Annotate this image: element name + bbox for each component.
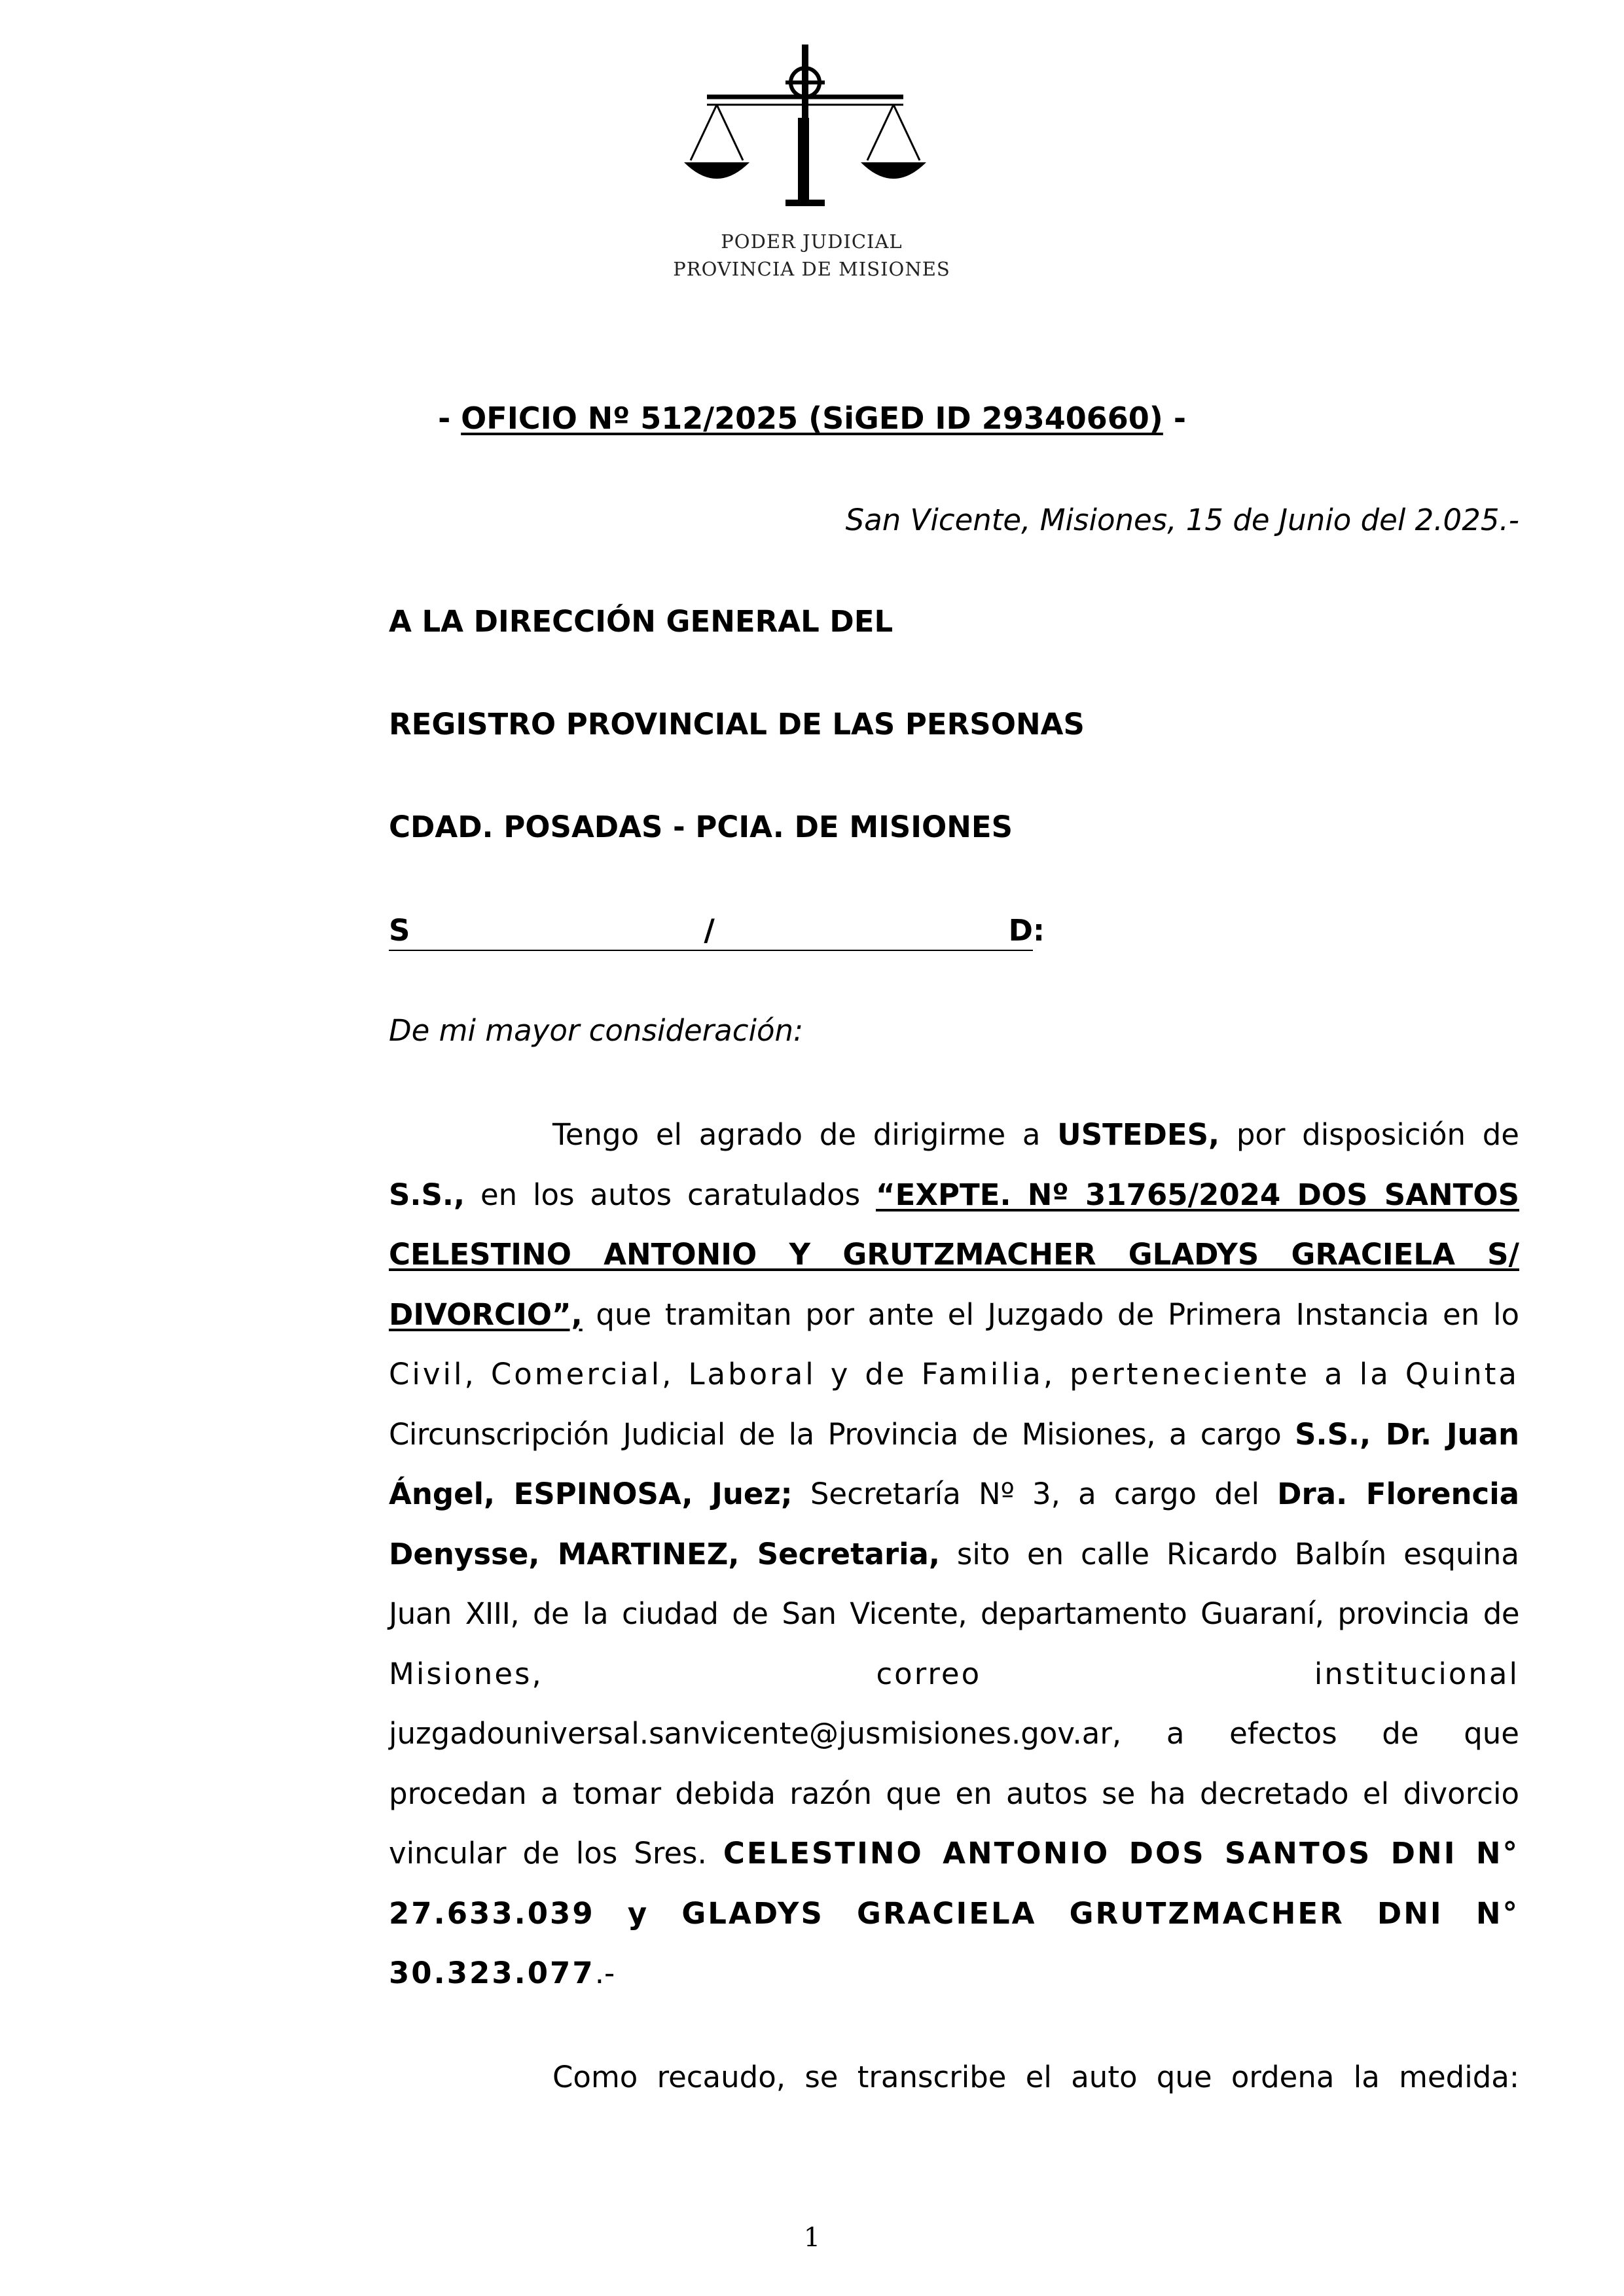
body-t1: Tengo el agrado de dirigirme a [552, 1117, 1058, 1152]
body-b2: S.S., [389, 1177, 465, 1212]
body-t9: juzgadouniversal.sanvicente@jusmisiones.gov.ar, a efectos de que procedan a tomar debida razón que en autos se ha decretado el divorcio vincular de los Sres. [389, 1716, 1519, 1871]
case-caption: “EXPTE. Nº 31765/2024 DOS SANTOS CELESTINO ANTONIO Y GRUTZMACHER GLADYS GRACIELA S/ DIVORCIO”, [389, 1177, 1519, 1332]
secretary-name: Dra. Florencia Denysse, MARTINEZ, Secretaria, [389, 1477, 1520, 1571]
title-suffix: - [1163, 401, 1186, 436]
sd-d: D [1008, 913, 1033, 948]
title-text: OFICIO Nº 512/2025 (SiGED ID 29340660) [461, 401, 1163, 436]
body-t4c: perteneciente a la Quinta [1055, 1357, 1519, 1391]
seal-line-1: PODER JUDICIAL [721, 230, 903, 253]
body-t5: Circunscripción Judicial de la Provincia de Misiones, a cargo [389, 1416, 1295, 1452]
body-b1: USTEDES, [1057, 1117, 1220, 1152]
addressee-line-3: CDAD. POSADAS - PCIA. DE MISIONES [389, 810, 1013, 844]
page-number: 1 [803, 2223, 821, 2253]
parties-names: CELESTINO ANTONIO DOS SANTOS DNI N° 27.633.039 y GLADYS GRACIELA GRUTZMACHER DNI N° 30.323.077 [389, 1836, 1519, 1990]
body-t4b: Civil, Comercial, Laboral y de Familia, [389, 1357, 1056, 1391]
sd-colon: : [1033, 913, 1045, 948]
judge-name: S.S., Dr. Juan Ángel, ESPINOSA, Juez; [389, 1416, 1519, 1511]
body-t7b: Juan XIII, de la ciudad de San Vicente, departamento Guaraní, provincia de [389, 1596, 1519, 1631]
second-paragraph: Como recaudo, se transcribe el auto que ordena la medida: [552, 2060, 1519, 2094]
body-t3: en los autos caratulados [465, 1177, 876, 1212]
body-t10: .- [594, 1956, 615, 1990]
sd-line [389, 912, 1033, 951]
body-t2: por disposición de [1219, 1117, 1519, 1152]
addressee-line-1: A LA DIRECCIÓN GENERAL DEL [389, 604, 893, 639]
body-t7: sito en calle Ricardo Balbín esquina [940, 1536, 1519, 1571]
document-title [0, 401, 1624, 436]
sd-slash: / [704, 913, 715, 948]
body-t8: Misiones, correo institucional [389, 1656, 1519, 1691]
salutation: De mi mayor consideración: [389, 1013, 804, 1048]
body-paragraph [389, 1105, 1519, 2003]
seal-line-2: PROVINCIA DE MISIONES [673, 258, 950, 280]
date-line: San Vicente, Misiones, 15 de Junio del 2.025.- [845, 503, 1519, 537]
body-t6: Secretaría Nº 3, a cargo del [792, 1477, 1278, 1511]
sd-s: S [389, 913, 410, 948]
title-prefix: - [438, 401, 461, 436]
body-t4: que tramitan por ante el Juzgado de Primera Instancia en lo [582, 1297, 1519, 1332]
addressee-line-2: REGISTRO PROVINCIAL DE LAS PERSONAS [389, 707, 1085, 742]
